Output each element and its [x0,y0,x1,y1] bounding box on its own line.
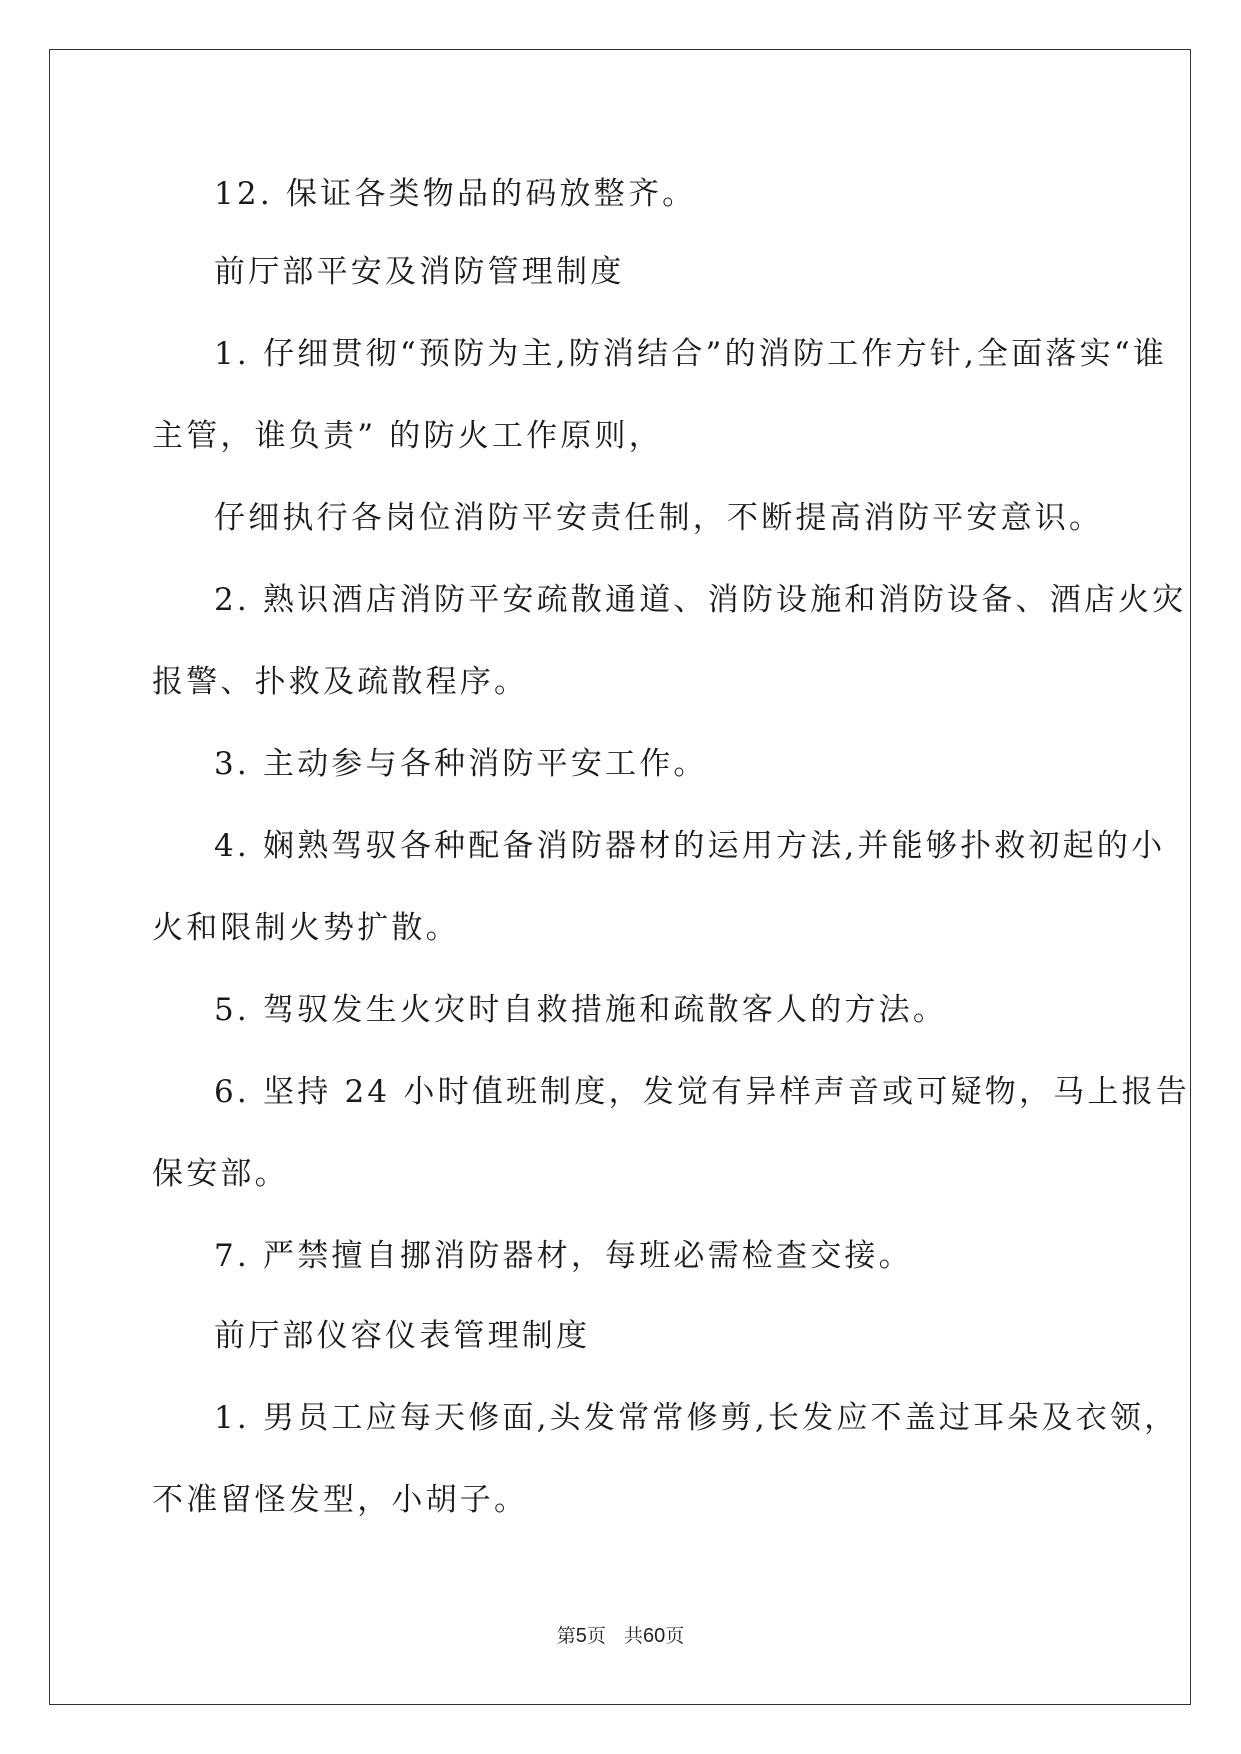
body-line-6: 2. 熟识酒店消防平安疏散通道、消防设施和消防设备、酒店火灾 [214,582,1187,618]
body-line-17: 不准留怪发型，小胡子。 [152,1482,529,1518]
body-line-13: 保安部。 [152,1156,289,1192]
body-line-3: 1. 仔细贯彻“预防为主,防消结合”的消防工作方针,全面落实“谁 [214,336,1168,372]
body-line-16: 1. 男员工应每天修面,头发常常修剪,长发应不盖过耳朵及衣领， [214,1400,1179,1436]
total-suffix: 页 [665,1625,685,1647]
page-number: 5 [575,1625,587,1647]
body-line-7: 报警、扑救及疏散程序。 [152,664,529,700]
page-suffix: 页 [586,1625,606,1647]
body-line-12: 6. 坚持 24 小时值班制度，发觉有异样声音或可疑物，马上报告 [214,1074,1190,1110]
section-heading-safety: 前厅部平安及消防管理制度 [214,254,625,290]
body-line-8: 3. 主动参与各种消防平安工作。 [214,746,708,782]
page-prefix: 第 [556,1625,576,1647]
section-heading-appearance: 前厅部仪容仪表管理制度 [214,1318,591,1354]
body-line-5: 仔细执行各岗位消防平安责任制，不断提高消防平安意识。 [214,500,1104,536]
body-line-1: 12. 保证各类物品的码放整齐。 [214,176,697,212]
page-border [49,49,1191,1705]
body-line-11: 5. 驾驭发生火灾时自救措施和疏散客人的方法。 [214,992,948,1028]
body-line-9: 4. 娴熟驾驭各种配备消防器材的运用方法,并能够扑救初起的小 [214,828,1166,864]
total-prefix: 共 [623,1625,643,1647]
body-line-14: 7. 严禁擅自挪消防器材，每班必需检查交接。 [214,1238,913,1274]
body-line-10: 火和限制火势扩散。 [152,910,460,946]
page-footer [0,1624,1241,1648]
body-line-4: 主管，谁负责” 的防火工作原则， [152,418,663,454]
total-pages: 60 [642,1625,666,1647]
